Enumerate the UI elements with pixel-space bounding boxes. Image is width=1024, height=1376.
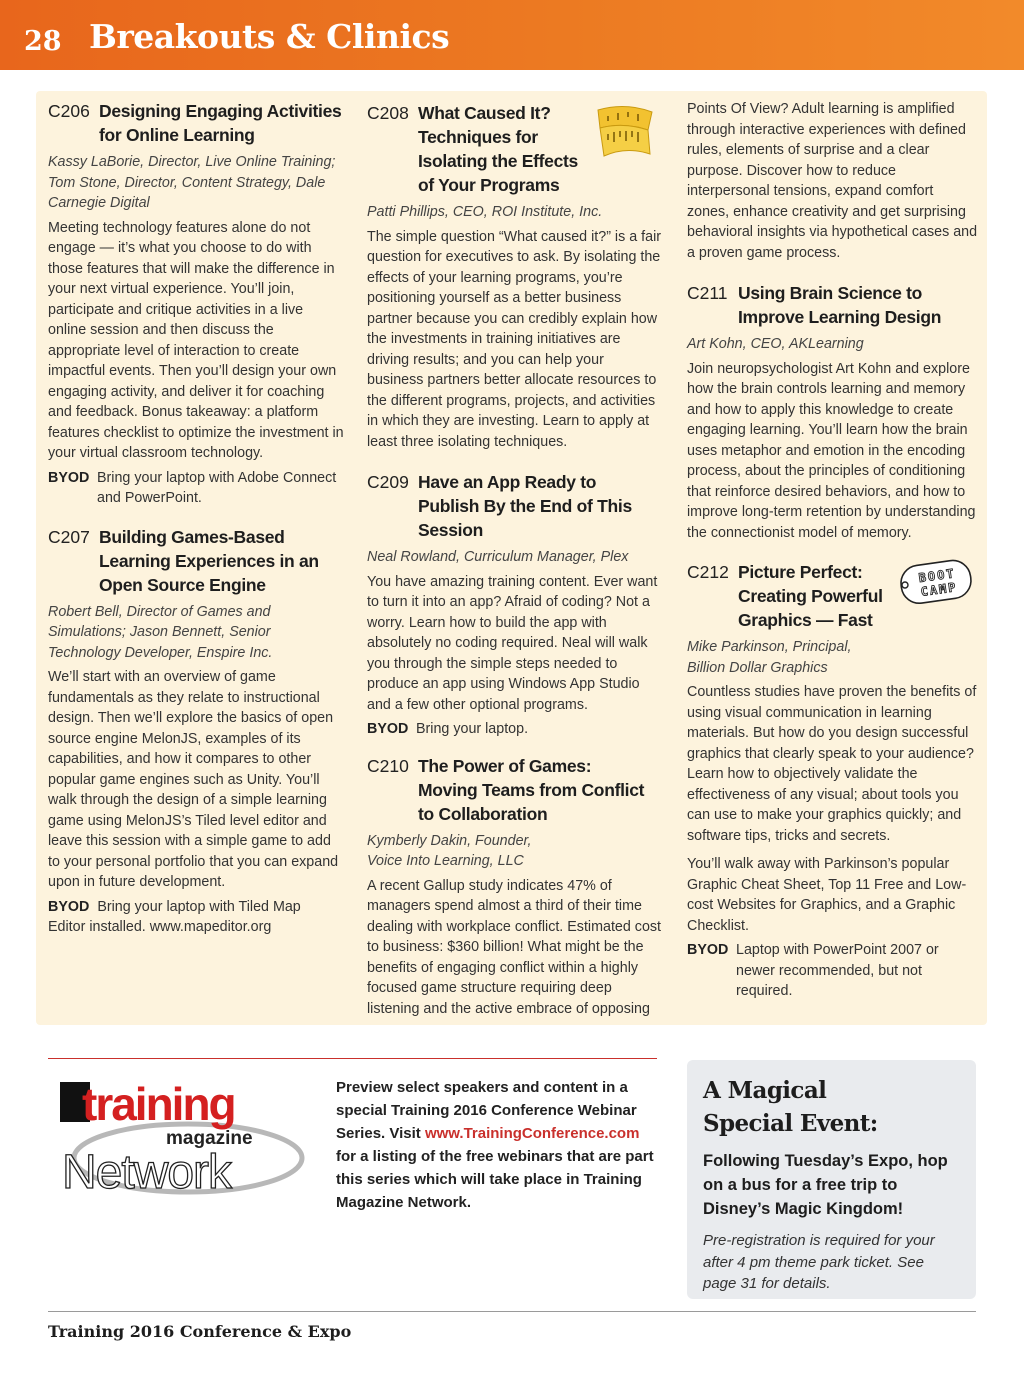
session-title: What Caused It? Techniques for Isolating the Effects of Your Programs [418,103,578,195]
byod-label: BYOD [687,942,729,958]
session-description: We’ll start with an overview of game fundamentals as they relate to instructional design. Then we’ll explore the basics of open source engine MelonJS, examples of its capabilities, and how it compares to other popular game engines such as Unity. You’ll walk through the design of a simple learning game using MelonJS’s Tiled level editor and leave this session with a simple game to add to your personal portfolio that you can expand upon in future development. [48,669,339,890]
session-speakers [687,637,979,678]
svg-text:CAMP: CAMP [919,580,959,600]
speaker-line: Voice Into Learning, LLC [367,853,524,869]
page-footer: Training 2016 Conference & Expo [48,1322,352,1341]
session-code: C208 [367,103,409,123]
byod-note [48,897,344,938]
session-speakers: Robert Bell, Director of Games and Simulations; Jason Bennett, Senior Technology Developer, Enspire Inc. [48,603,273,661]
training-magazine-network-logo [48,1076,308,1198]
byod-text: Bring your laptop with Adobe Connect and PowerPoint. [97,469,337,506]
column-left [48,99,344,938]
byod-label: BYOD [48,469,90,486]
session-speakers [367,831,663,872]
page-header [0,0,1024,70]
session-c210 [367,754,663,1020]
column-middle [367,101,663,1019]
session-speakers: Patti Phillips, CEO, ROI Institute, Inc. [367,204,603,220]
session-description-2: You’ll walk away with Parkinson’s popular Graphic Cheat Sheet, Top 11 Free and Low-cost Websites for Graphics, and a Graphic Checklist. [687,856,967,934]
byod-text-continued: Editor installed. www.mapeditor.org [48,919,272,935]
promo-text-end: for a listing of the free webinars that are part this series which will take place in Training Magazine Network. [336,1148,654,1211]
session-title: Have an App Ready to Publish By the End of This Session [418,472,632,540]
session-title: Designing Engaging Activities for Online Learning [99,101,342,145]
byod-text: Laptop with PowerPoint 2007 or newer recommended, but not required. [736,942,939,999]
speaker-line: Kymberly Dakin, Founder, [367,832,532,849]
page-title: Breakouts & Clinics [89,17,450,56]
event-heading-line: Special Event: [703,1110,878,1137]
session-c206 [48,99,344,509]
session-description: Meeting technology features alone do not engage — it’s what you choose to do with those features that will make the difference in your next virtual experience. You’ll join, participate and critique activities in a live online session and then discuss the appropriate level of interaction to create impactful events. Then you’ll design your own engaging activity, and deliver it for coaching and feedback. Bonus takeaway: a platform features checklist to optimize the investment in your virtual classroom technology. [48,219,344,461]
measuring-tape-icon [590,100,660,166]
svg-text:BOOT: BOOT [917,566,957,586]
event-heading-line: A Magical [703,1077,827,1104]
byod-text: Bring your laptop with Tiled Map [97,898,301,915]
session-code: C206 [48,101,90,121]
session-c207 [48,525,344,938]
logo-word-magazine: magazine [166,1128,253,1149]
speaker-line: Mike Parkinson, Principal, [687,639,852,655]
webinar-promo [336,1076,656,1214]
session-speakers: Neal Rowland, Curriculum Manager, Plex [367,549,629,565]
session-description: The simple question “What caused it?” is a fair question for executives to ask. By isolating the effects of your learning programs, you’re positioning yourself as a better business partner because you can credibly explain how the investments in training initiatives are driving results; and you can help your business partners better allocate resources to the different programs, projects, and activities in which they are investing. Learn to apply at least three isolating techniques. [367,228,662,450]
column-right [687,99,979,1002]
session-description: Countless studies have proven the benefits of using visual communication in learning materials. But how do you design successful graphics that clearly speak to your audience? Learn how to objectively validate the effectiveness of any visual; about tools you can use to make your graphics quickly; and software tips, tricks and secrets. [687,684,977,844]
byod-note [48,468,344,509]
conference-link[interactable]: www.TrainingConference.com [424,1125,640,1142]
page-number: 28 [24,26,62,57]
session-title: Using Brain Science to Improve Learning Design [738,283,942,327]
byod-label: BYOD [367,721,409,737]
speaker-line: Billion Dollar Graphics [687,659,828,676]
session-description: Join neuropsychologist Art Kohn and explore how the brain controls learning and memory and how to apply this knowledge to create engaging learning. You’ll learn how the brain uses metaphor and emotion in the encoding process, about the principles of conditioning that reinforce desired behaviors, and how to improve long-term retention by understanding the connectionist model of memory. [687,360,976,541]
special-event-box [687,1060,976,1299]
logo-word-training: training [82,1078,235,1130]
session-description: A recent Gallup study indicates 47% of managers spend almost a third of their time dealing with workplace conflict. Estimated cost to business: $360 billion! What might be the benefits of engaging conflict within a highly focused game structure requiring deep listening and the active embrace of opposing [367,877,662,1017]
byod-text: Bring your laptop. [416,721,529,737]
event-body: Following Tuesday’s Expo, hop on a bus for a free trip to Disney’s Magic Kingdom! [703,1152,948,1218]
promo-text: Preview select speakers and content in a special Training 2016 Conference Webinar Series. Visit [336,1079,637,1142]
divider-line [48,1058,657,1059]
session-title: Building Games-Based Learning Experiences in an Open Source Engine [99,526,319,595]
session-code: C207 [48,526,90,547]
session-title: The Power of Games: Moving Teams from Conflict to Collaboration [418,755,645,824]
session-code: C211 [687,283,728,303]
session-c210-continuation: Points Of View? Adult learning is amplified through interactive experiences with defined rules, elements of surprise and a clear purpose. Discover how to reduce interpersonal tensions, expand comfort zones, enhance creativity and get surprising behavioral insights via hypothetical cases and a proven game process. [687,101,978,261]
footer-rule [48,1311,976,1312]
session-description: You have amazing training content. Ever want to turn it into an app? Afraid of coding? Not a worry. Learn how to build the app with absolutely no coding required. Neal will walk you through the simple steps needed to produce an app using Windows App Studio and a few other optional programs. [367,573,658,713]
session-speakers: Art Kohn, CEO, AKLearning [687,336,864,352]
event-heading [703,1074,960,1140]
event-note: Pre-registration is required for your after 4 pm theme park ticket. See page 31 for details. [703,1232,935,1292]
session-c209 [367,470,663,740]
session-speakers: Kassy LaBorie, Director, Live Online Training; Tom Stone, Director, Content Strategy, Dale Carnegie Digital [48,154,336,211]
session-c211 [687,281,979,543]
byod-note [367,719,663,740]
session-title: Picture Perfect: Creating Powerful Graphics — Fast [738,562,883,630]
logo-word-network: Network [62,1146,232,1198]
byod-label: BYOD [48,898,90,915]
session-code: C212 [687,562,729,582]
session-code: C210 [367,755,409,776]
session-code: C209 [367,472,409,492]
session-c212 [687,560,979,1002]
boot-camp-badge [895,558,975,606]
byod-note [687,940,979,1002]
